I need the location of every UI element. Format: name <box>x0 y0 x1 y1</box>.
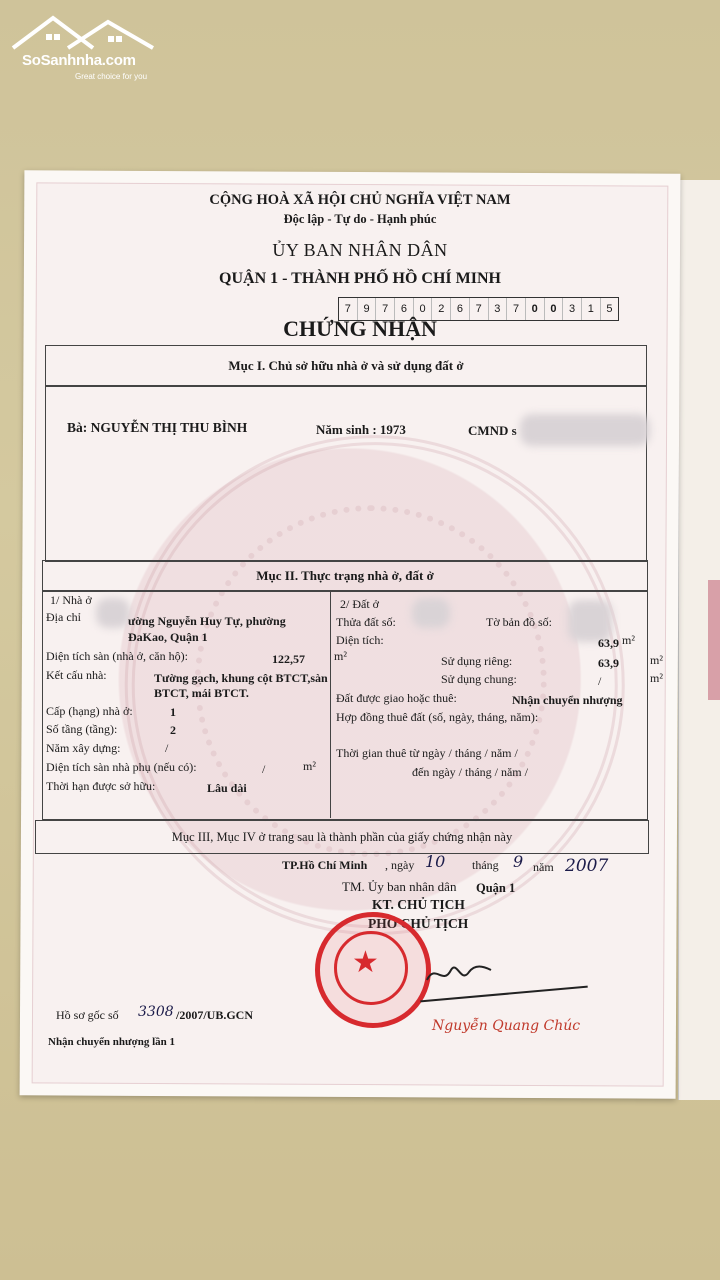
serial-digit: 1 <box>582 298 601 320</box>
serial-digit: 7 <box>376 298 395 320</box>
star-icon: ★ <box>352 946 379 979</box>
owner-name: Bà: NGUYỄN THỊ THU BÌNH <box>67 420 248 435</box>
private-use-unit: m² <box>650 653 663 667</box>
lease-from: Thời gian thuê từ ngày / tháng / năm / <box>336 746 518 760</box>
granted-value: Nhận chuyển nhượng <box>512 693 623 707</box>
serial-digit: 0 <box>414 298 433 320</box>
file-suffix: /2007/UB.GCN <box>176 1008 254 1022</box>
serial-digit: 5 <box>606 303 613 315</box>
serial-digit: 7 <box>470 298 489 320</box>
watermark-brand: SoSanhnha.com <box>22 52 136 69</box>
watermark-tagline: Great choice for you <box>75 72 148 81</box>
aux-area-value: / <box>262 762 266 776</box>
serial-digit: 2 <box>432 298 451 320</box>
month-value: 9 <box>513 852 524 871</box>
shared-use-unit: m² <box>650 671 663 685</box>
floor-area-value: 122,57 <box>272 652 305 666</box>
aux-area-label: Diện tích sàn nhà phụ (nếu có): <box>46 760 197 774</box>
section3-note: Mục III, Mục IV ở trang sau là thành phần của giấy chứng nhận này <box>171 830 513 844</box>
floor-area-label: Diện tích sàn (nhà ở, căn hộ): <box>46 649 188 663</box>
file-label: Hồ sơ gốc số <box>56 1008 119 1022</box>
land-area-unit: m² <box>622 633 635 647</box>
term-value: Lâu dài <box>207 781 247 795</box>
address-line1: ường Nguyễn Huy Tự, phường <box>128 614 286 628</box>
serial-digit: 7 <box>507 298 526 320</box>
serial-digit: 6 <box>395 298 414 320</box>
land-area-value: 63,9 <box>598 636 619 650</box>
serial-digit: 9 <box>358 298 377 320</box>
structure-line1: Tường gạch, khung cột BTCT,sàn <box>154 671 328 685</box>
private-use-value: 63,9 <box>598 656 619 670</box>
aux-area-unit: m² <box>303 759 316 773</box>
year-value-signing: 2007 <box>565 856 609 876</box>
signature <box>425 958 495 988</box>
file-number: 3308 <box>138 1004 174 1020</box>
address-label: Địa chỉ <box>46 610 81 624</box>
land-title: 2/ Đất ở <box>340 597 380 611</box>
motto: Độc lập - Tự do - Hạnh phúc <box>283 212 437 226</box>
year-label-signing: năm <box>533 860 554 874</box>
redacted-id <box>520 414 650 446</box>
section2-header <box>42 560 648 592</box>
year-label: Năm xây dựng: <box>46 741 121 755</box>
floors-value: 2 <box>170 723 176 737</box>
private-use-label: Sử dụng riêng: <box>441 654 513 668</box>
map-label: Tờ bản đồ số: <box>486 615 553 629</box>
committee-district: Quận 1 <box>476 881 516 895</box>
serial-digit: 0 <box>526 298 545 320</box>
month-label: tháng <box>472 858 499 872</box>
structure-line2: BTCT, mái BTCT. <box>154 686 249 700</box>
section1-heading: Mục I. Chủ sở hữu nhà ở và sử dụng đất ở <box>228 358 464 373</box>
shared-use-value: / <box>598 674 602 688</box>
serial-digit: 6 <box>451 298 470 320</box>
serial-digit: 0 <box>545 298 564 320</box>
serial-digit: 3 <box>563 298 582 320</box>
house-title: 1/ Nhà ở <box>50 593 92 607</box>
serial-digit: 7 <box>339 298 358 320</box>
transfer-note: Nhận chuyển nhượng lần 1 <box>48 1036 176 1048</box>
lease-to: đến ngày / tháng / năm / <box>412 765 528 779</box>
lease-contract-label: Hợp đồng thuê đất (số, ngày, tháng, năm): <box>336 710 539 724</box>
floor-area-unit: m² <box>334 649 347 663</box>
address-line2: ĐaKao, Quận 1 <box>128 630 208 644</box>
shared-use-label: Sử dụng chung: <box>441 672 517 686</box>
year-value: / <box>165 741 169 755</box>
redacted-plot-number <box>412 598 450 628</box>
certificate-title: CHỨNG NHẬN <box>283 316 437 341</box>
land-area-label: Diện tích: <box>336 633 384 647</box>
plot-label: Thửa đất số: <box>336 615 396 629</box>
term-label: Thời hạn được sở hữu: <box>46 779 156 793</box>
grade-label: Cấp (hạng) nhà ở: <box>46 704 133 718</box>
signer-name: Nguyễn Quang Chúc <box>432 1018 581 1034</box>
day-value: 10 <box>425 852 446 871</box>
section2-heading: Mục II. Thực trạng nhà ở, đất ở <box>256 568 434 583</box>
authority-heading: ỦY BAN NHÂN DÂN <box>272 240 448 260</box>
next-page-stamp-edge <box>708 580 720 700</box>
serial-digit: 3 <box>489 298 508 320</box>
column-divider <box>330 590 331 818</box>
republic-heading: CỘNG HOÀ XÃ HỘI CHỦ NGHĨA VIỆT NAM <box>209 192 511 208</box>
granted-label: Đất được giao hoặc thuê: <box>336 691 457 705</box>
redacted-house-number <box>96 598 130 628</box>
section1-body <box>45 385 647 562</box>
structure-label: Kết cấu nhà: <box>46 668 107 682</box>
grade-value: 1 <box>170 705 176 719</box>
birth-year: Năm sinh : 1973 <box>316 422 406 437</box>
district-heading: QUẬN 1 - THÀNH PHỐ HỒ CHÍ MINH <box>219 270 501 287</box>
committee-label: TM. Ủy ban nhân dân <box>342 879 457 894</box>
section1-header <box>45 345 647 387</box>
id-label: CMND s <box>468 423 517 438</box>
day-label: , ngày <box>385 858 415 872</box>
vice-chair-label: PHÓ CHỦ TỊCH <box>368 916 469 931</box>
signing-place: TP.Hồ Chí Minh <box>282 858 368 872</box>
for-chair-label: KT. CHỦ TỊCH <box>372 897 465 912</box>
floors-label: Số tầng (tầng): <box>46 722 118 736</box>
section3-note-box <box>35 820 649 854</box>
